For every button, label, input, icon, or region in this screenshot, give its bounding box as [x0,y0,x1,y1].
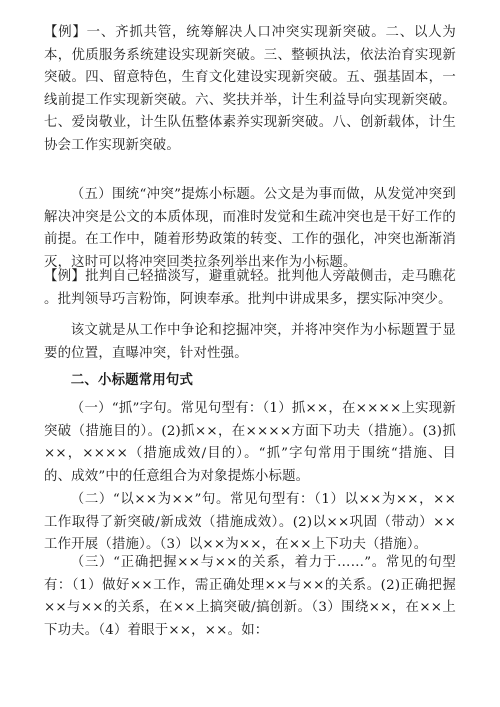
section-five-paragraph: （五）围统“冲突”提炼小标题。公文是为事而做，从发觉冲突到解决冲突是公文的本质体现，而准时发觉和生疏冲突也是干好工作的前提。在工作中，随着形势政策的转变、工作的强化，冲突也渐渐消灭，这时可以将冲突回类拉条列举出来作为小标题。 [44,187,456,270]
example-paragraph-2: 【例】批判自己轻描淡写，避重就轻。批判他人旁敲侧击，走马瞧花 。批判领导巧言粉饰，阿谀奉承。批判中讲成果多，摆实际冲突少。 [44,269,456,307]
summary-paragraph: 该文就是从工作中争论和挖掘冲突，并将冲突作为小标题置于显要的位置，直曝冲突，针对性强。 [44,323,456,361]
example-paragraph-1: 【例】一、齐抓共管，统筹解决人口冲突实现新突破。二、以人为本，优质服务系统建设实现新突破。三、整顿执法，依法治育实现新突破。四、留意特色，生育文化建设实现新突破。五、强基固本，一线前提工作实现新突破。六、奖扶并举，计生利益导向实现新突破。七、爱岗敬业，计生队伍整体素养实现新突破。八、创新载体，计生协会工作实现新突破。 [44,25,456,153]
pattern-two-paragraph: （二）“以××为××”句。常见句型有：（1）以××为××，××工作取得了新突破/新成效（措施成效）。(2)以××巩固（带动）××工作开展（措施）。（3）以××为××，在××上下功夫（措施）。 [44,492,456,552]
pattern-three-paragraph: （三）“正确把握××与××的关系，着力于……”。常见的句型有：（1）做好××工作，需正确处理××与××的关系。(2)正确把握××与××的关系，在××上搞突破/搞创新。（3）围绕××，在××上下功夫。（4）着眼于××，××。如： [44,555,456,638]
pattern-one-paragraph: （一）“抓”字句。常见句型有：（1）抓××，在××××上实现新突破（措施目的）。(2)抓××，在××××方面下功夫（措施）。(3)抓××，××××（措施成效/目的）。“抓”字句常用于围统“措施、目的、成效”中的任意组合为对象提炼小标题。 [44,401,456,484]
section-heading: 二、小标题常用句式 [70,372,194,388]
